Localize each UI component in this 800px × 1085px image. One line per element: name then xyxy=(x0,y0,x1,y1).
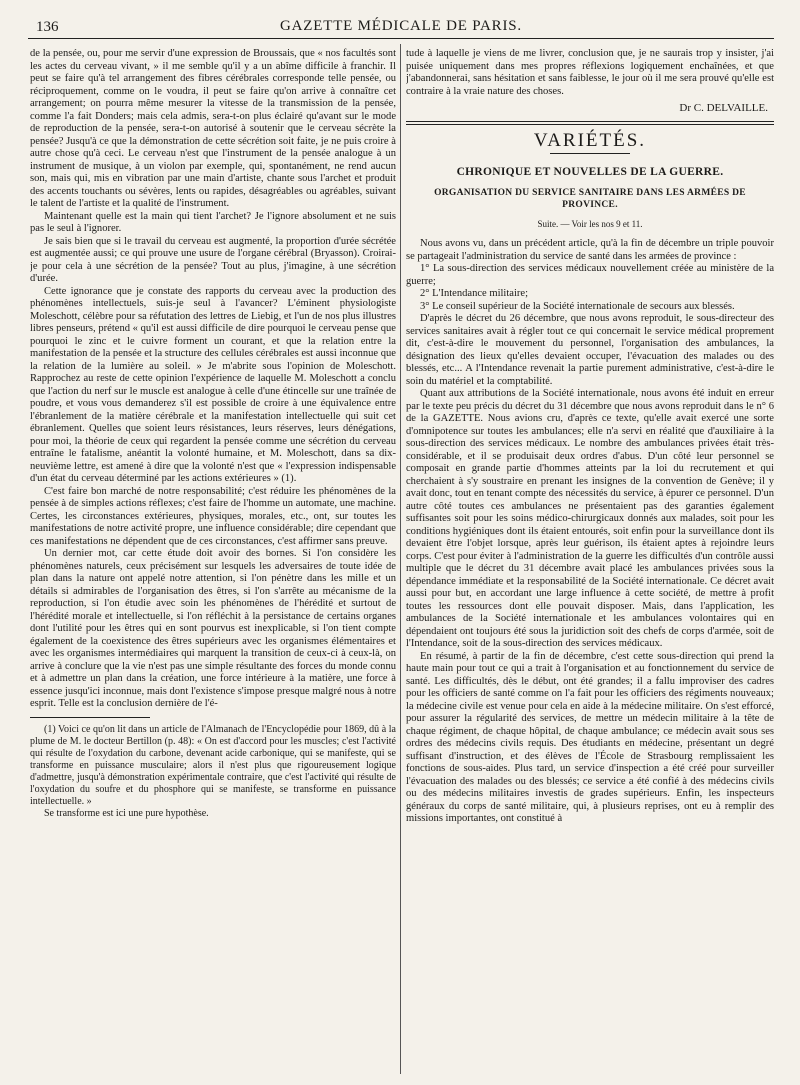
footnote xyxy=(30,724,396,820)
left-paragraph: Cette ignorance que je constate des rapports du cerveau avec la production des phénomènes intellectuels, suis-je seul à l'avancer? L'éminent physiologiste Moleschott, célèbre pour sa réfutation des lettres de Liebig, et l'un de nos plus illustres libres penseurs, prétend « qu'il est aussi difficile de dire pourquoi le cerveau pense que pourquoi le zinc et le cuivre forment un courant, et que la relation entre la manifestation de la pensée et la structure des cellules cérébrales est aussi inconnue que la relation de la lumière au soleil. » Je m'abrite sous l'opinion de Moleschott. Rapprochez au reste de cette opinion l'expérience de laquelle M. Moleschott a conclu que l'action du nerf sur le muscle est analogue à celle d'une étincelle sur une traînée de poudre, et vous vous demanderez s'il est possible de croire à une équivalence entre l'ébranlement de la matière cérébrale et la manifestation intellectuelle qui suit cet ébranlement. Quelles que soient leurs résistances, leurs réserves, leurs dénégations, pour moi, la théorie de ceux qui regardent la pensée comme une sécrétion du cerveau entraîne le fatalisme, anéantit la volonté humaine, et M. Moleschott, dans sa dix-neuvième lettre, est amené à dire que la volonté n'est que « l'expression indispensable d'un état du cerveau déterminé par les actions extérieures » (1). xyxy=(30,285,396,484)
right-column xyxy=(406,48,774,1080)
right-paragraph: 3° Le conseil supérieur de la Société internationale de secours aux blessés. xyxy=(420,300,735,312)
right-paragraph: 1° La sous-direction des services médicaux nouvellement créée au ministère de la guerre; xyxy=(406,263,774,287)
right-paragraph: D'après le décret du 26 décembre, que nous avons reproduit, le sous-directeur des services sanitaires avait à régler tout ce qui concernait le service médical proprement dit, c'est-à-dire le mouvement du personnel, l'organisation des ambulances, la désignation des lieux qu'elles devaient occuper, l'évacuation des malades ou des blessés, etc... A l'Intendance revenait la partie purement administrative, c'est-à-dire le soin du matériel et la comptabilité. xyxy=(406,313,774,387)
section-double-rule xyxy=(406,121,774,125)
right-paragraph: 2° L'Intendance militaire; xyxy=(420,288,529,299)
right-paragraph: Nous avons vu, dans un précédent article, qu'à la fin de décembre un triple pouvoir se partageait l'administration du service de santé dans les armées de province : xyxy=(406,238,774,262)
left-paragraph: Un dernier mot, car cette étude doit avoir des bornes. Si l'on considère les phénomènes naturels, ceux précisément sur lesquels les adversaires de toute idée de plan dans la nature ont appelé notre attention, si l'on pénètre dans les mille et un détails si admirables de l'organisation des êtres, si l'on s'arrête au mécanisme de la reproduction, si l'on étudie avec soin les phénomènes de l'hérédité et surtout de l'hérédité morale et intellectuelle, si l'on réfléchit à la persistance de certains organes dont l'utilité pour les êtres qui en sont pourvus est inexplicable, si l'on tient compte également de la coexistence des êtres supérieurs avec les organismes élémentaires et avec les organismes intermédiaires qui marquent la transition de ceux-ci à ceux-là, on arrive à conclure que la vie n'est pas une simple résultante des forces du monde connu et à admettre un plan dans la création, une force intérieure à la matière, une force à essence jusqu'ici inconnue, mais dont l'existence s'impose presque malgré nous à notre esprit. Telle est la conclusion dernière de l'é- xyxy=(30,548,396,709)
article-subtitle: ORGANISATION DU SERVICE SANITAIRE DANS LES ARMÉES DE PROVINCE. xyxy=(434,187,746,210)
title-rule xyxy=(550,153,630,154)
left-paragraph: C'est faire bon marché de notre responsabilité; c'est réduire les phénomènes de la pensée à de simples actions réflexes; c'est faire de l'homme un automate, une machine. Certes, les circonstances extérieures, physiques, morales, etc., ont, sur toutes les manifestations de notre activité propre, une influence considérable; dire cependant que ces manifestations ne dépendent que de ces circonstances, c'est affirmer sans preuve. xyxy=(30,485,396,547)
right-intro-paragraph: tude à laquelle je viens de me livrer, conclusion que, je ne saurais trop y insister, j'ai puisée uniquement dans mes propres réflexions logiquement enchaînées, et que j'abandonnerai, sans hésitation et sans faiblesse, le jour où il me sera prouvé qu'elle est contraire à la vraie nature des choses. xyxy=(406,48,774,97)
journal-title: GAZETTE MÉDICALE DE PARIS. xyxy=(280,18,522,34)
section-title: VARIÉTÉS. xyxy=(533,129,647,151)
left-paragraph: Je sais bien que si le travail du cerveau est augmenté, la proportion d'urée sécrétée est augmentée aussi; ce qui prouve une usure de l'organe cérébral (Bryasson). Croirai-je pour cela à une sécrétion de la pensée? Tout au plus, j'imagine, à une sécrétion d'urée. xyxy=(30,235,396,284)
footnote-text: Se transforme est ici une pure hypothèse. xyxy=(44,807,209,819)
footnote-text: (1) Voici ce qu'on lit dans un article de l'Almanach de l'Encyclopédie pour 1869, dû à la plume de M. le docteur Bertillon (p. 48): « On est d'accord pour les muscles; c'est l'activité qui résulte de l'oxydation du carbone, devenant acide carbonique, qui se manifeste, qui se transforme en puissance musculaire; alors il n'est plus que rigoureusement logique d'admettre, jusqu'à démonstration expérimentale contraire, que c'est l'activité qui résulte de l'oxydation du soufre et du phosphore qui se manifeste, se transforme en puissance intellectuelle. » xyxy=(30,723,396,807)
author-signature: Dr C. DELVAILLE. xyxy=(679,102,768,114)
page-number: 136 xyxy=(36,19,59,35)
left-paragraph: de la pensée, ou, pour me servir d'une expression de Broussais, que « nos facultés sont les actes du cerveau vivant, » il me semble qu'il y a un abîme difficile à franchir. Il peut se faire qu'à tel arrangement des fibres cérébrales corresponde telle pensée, ou réciproquement, comme on le voudra, il peut se faire qu'on arrive à connaître cet arrangement; on pourra même mesurer la vitesse de la transmission de la pensée, comme l'a fait Donders; mais cela admis, sera-t-on plus éclairé qu'avant sur le mode de reproduction de la pensée, sera-t-on autorisé à soutenir que le cerveau sécrète la pensée? Jusqu'à ce que la démonstration de cette sécrétion soit faite, je ne puis croire à autre chose qu'à ceci. Le cerveau n'est que l'instrument de la pensée analogue à un instrument de musique, à un violon par exemple, qui, spontanément, ne rend aucun son, mais qui, mis en vibration par une main d'artiste, chante sous l'archet et produit des accents touchants ou sévères, lents ou rapides, désagréables ou agréables, suivant le talent de l'artiste et la qualité de l'instrument. xyxy=(30,48,396,209)
right-paragraph: Quant aux attributions de la Société internationale, nous avons été induit en erreur par le texte peu précis du décret du 31 décembre que nous avons reproduit dans le n° 6 de la GAZETTE. Nous avions cru, d'après ce texte, qu'elle avait exercé une sorte d'omnipotence sur toutes les ambulances; elle n'a servi en réalité que d'auxiliaire à la sous-direction des services médicaux. Le nombre des ambulances privées était très-considérable, et il se produisait deux ordres d'abus. D'un côté leur personnel se composait en grande partie d'hommes atteints par la loi du recrutement et qui cherchaient à s'y soustraire en prenant les insignes de la convention de Genève; il y avait donc, tout en tenant compte des nécessités du service, à épurer ce personnel. D'un autre côté toutes ces ambulances ne présentaient pas des garanties également suffisantes soit pour les soins médico-chirurgicaux donnés aux malades, soit pour les conditions hygiéniques dont ils étaient entourés, soit enfin pour la surveillance dont ils devaient être l'objet lorsque, après leur guérison, ils étaient aptes à rejoindre leurs corps. C'est pour éviter à l'administration de la guerre les difficultés d'un contrôle aussi multiple que le décret du 31 décembre avait placé les ambulances privées sous la dépendance immédiate et la responsabilité de la Société internationale. Ce décret avait aussi pour but, en accordant une large influence à cette société, de mettre à profit toutes les ressources dont elle pouvait disposer. Mais, dans l'application, les ambulances de la Société internationale et les ambulances volontaires qui en dépendaient ont toujours été sous la juridiction soit des chefs de corps d'armée, soit de l'Intendance, soit de la sous-direction des services médicaux. xyxy=(406,388,774,649)
page-header xyxy=(28,16,774,39)
article-title: CHRONIQUE ET NOUVELLES DE LA GUERRE. xyxy=(456,166,724,178)
left-column xyxy=(30,48,396,1080)
footnote-rule xyxy=(30,717,150,718)
left-paragraph: Maintenant quelle est la main qui tient l'archet? Je l'ignore absolument et ne suis pas le seul à l'ignorer. xyxy=(30,210,396,234)
suite-note: Suite. — Voir les nos 9 et 11. xyxy=(537,218,643,229)
column-divider xyxy=(400,44,401,1074)
right-paragraph: En résumé, à partir de la fin de décembre, c'est cette sous-direction qui prend la haute main pour tout ce qui a trait à l'organisation et au fonctionnement du service de santé. Les difficultés, dès le début, ont été grandes; il a fallu improviser des cadres pour les officiers de santé comme on l'a fait pour les officiers des régiments nouveaux; la médecine civile est venue pour cela en aide à la médecine militaire. On s'est efforcé, pour assurer la régularité des services, de mettre un médecin militaire à la tête de chaque régiment, de chaque hôpital, de chaque ambulance; ce médecin avait sous ses ordres des médecins civils requis. Des étudiants en médecine, présentant un degré suffisant d'instruction, et des élèves de l'École de Strasbourg remplissaient les fonctions de sous-aides. Plus tard, un service d'inspection a été créé pour surveiller l'évacuation des malades ou des blessés; ce service a été confié à des médecins civils ou des médecins militaires investis de grades supérieurs. Enfin, les inspecteurs généraux du corps de santé militaire, qui, à plusieurs reprises, ont eu à remplir des missions importantes, ont constitué à xyxy=(406,650,774,824)
